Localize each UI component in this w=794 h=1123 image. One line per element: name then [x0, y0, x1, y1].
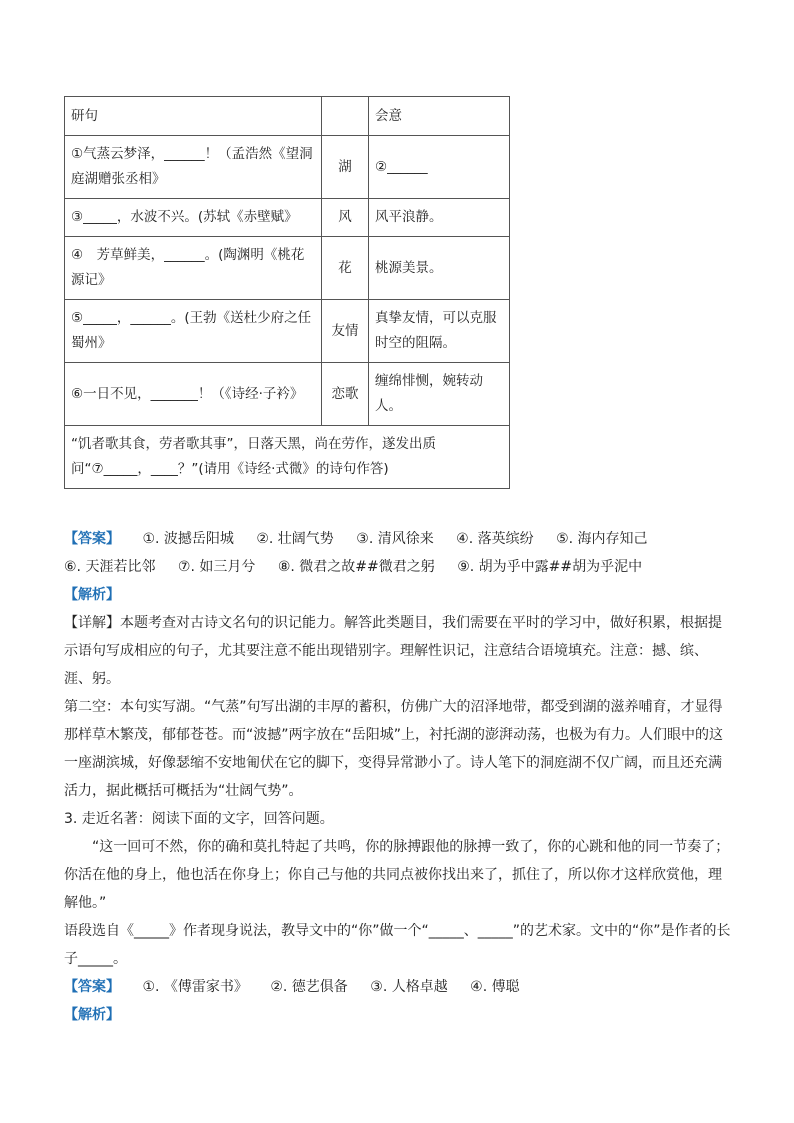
analysis-heading	[64, 581, 734, 609]
answer-line-3	[64, 973, 734, 1001]
row-theme: 花	[322, 237, 369, 300]
answer-item: ④. 傅聪	[470, 979, 520, 995]
table-footer-row	[65, 426, 510, 489]
answer-item: ⑦. 如三月兮	[177, 559, 256, 575]
answer-item: ②. 壮阔气势	[256, 531, 334, 547]
table-row	[65, 199, 510, 237]
header-cell-sentence: 研句	[65, 97, 322, 136]
row-theme: 友情	[322, 300, 369, 363]
analysis-detail	[64, 609, 734, 693]
row-sentence: ⑥一日不见，_______！（《诗经·子衿》	[65, 363, 322, 426]
row-sentence: ⑤_____，______。(王勃《送杜少府之任蜀州》	[65, 300, 322, 363]
question-text: 语段选自《_____》作者现身说法，教导文中的“你”做一个“_____、_____”的艺术家。文中的“你”是作者的长子_____。	[64, 923, 731, 967]
table-row	[65, 363, 510, 426]
table-header-row	[65, 97, 510, 136]
detail-tag: 【详解】	[64, 615, 120, 631]
answer-section	[64, 525, 734, 1029]
answer-item: ①. 《傅雷家书》	[142, 979, 248, 995]
answer-item: ①. 波撼岳阳城	[142, 531, 234, 547]
question-stem: 3. 走近名著：阅读下面的文字，回答问题。	[64, 811, 334, 827]
analysis-tag: 【解析】	[64, 587, 120, 603]
poem-table	[64, 96, 510, 489]
row-sentence: ③_____，水波不兴。(苏轼《赤壁赋》	[65, 199, 322, 237]
row-meaning: 真挚友情，可以克服时空的阻隔。	[369, 300, 510, 363]
row-meaning: 桃源美景。	[369, 237, 510, 300]
table-row	[65, 237, 510, 300]
row-theme: 恋歌	[322, 363, 369, 426]
answer-item: ③. 人格卓越	[370, 979, 448, 995]
answer-tag: 【答案】	[64, 979, 120, 995]
detail-text: 本题考查对古诗文名句的识记能力。解答此类题目，我们需要在平时的学习中，做好积累，根据提示语句写成相应的句子，尤其要注意不能出现错别字。理解性识记，注意结合语境填充。注意：撼、缤、涯、躬。	[64, 615, 722, 687]
answer-line-1	[64, 525, 734, 553]
row-meaning: 风平浪静。	[369, 199, 510, 237]
answer-item: ⑥. 天涯若比邻	[64, 559, 156, 575]
answer-item: ③. 清风徐来	[356, 531, 434, 547]
table-footer-cell: “饥者歌其食，劳者歌其事”，日落天黑，尚在劳作，遂发出质问“⑦_____，____？”(请用《诗经·式微》的诗句作答)	[65, 426, 510, 489]
answer-item: ⑧. 微君之故##微君之躬	[277, 559, 435, 575]
analysis-tag: 【解析】	[64, 1007, 120, 1023]
header-cell-meaning: 会意	[369, 97, 510, 136]
table-row	[65, 136, 510, 199]
analysis-paragraph: 第二空：本句实写湖。“气蒸”句写出湖的丰厚的蓄积，仿佛广大的沼泽地带，都受到湖的滋养哺育，才显得那样草木繁茂，郁郁苍苍。而“波撼”两字放在“岳阳城”上，衬托湖的澎湃动荡，也极为有力。人们眼中的这一座湖滨城，好像瑟缩不安地匍伏在它的脚下，变得异常渺小了。诗人笔下的洞庭湖不仅广阔，而且还充满活力，据此概括可概括为“壮阔气势”。	[64, 699, 724, 799]
header-cell-theme	[322, 97, 369, 136]
row-sentence: ④ 芳草鲜美，______。(陶渊明《桃花源记》	[65, 237, 322, 300]
row-theme: 风	[322, 199, 369, 237]
row-theme: 湖	[322, 136, 369, 199]
answer-line-2	[64, 553, 734, 581]
row-meaning: 缠绵悱恻，婉转动人。	[369, 363, 510, 426]
row-sentence: ①气蒸云梦泽，______！（孟浩然《望洞庭湖赠张丞相》	[65, 136, 322, 199]
table-row	[65, 300, 510, 363]
row-meaning: ②______	[369, 136, 510, 199]
answer-item: ⑤. 海内存知己	[556, 531, 648, 547]
answer-item: ②. 德艺俱备	[270, 979, 348, 995]
answer-item: ④. 落英缤纷	[456, 531, 534, 547]
answer-item: ⑨. 胡为乎中露##胡为乎泥中	[457, 559, 643, 575]
question-quote: “这一回可不然，你的确和莫扎特起了共鸣，你的脉搏跟他的脉搏一致了，你的心跳和他的同一节奏了；你活在他的身上，他也活在你身上；你自己与他的共同点被你找出来了，抓住了，所以你才这样欣赏他，理解他。”	[64, 839, 730, 911]
analysis-heading	[64, 1001, 734, 1029]
answer-tag: 【答案】	[64, 531, 120, 547]
